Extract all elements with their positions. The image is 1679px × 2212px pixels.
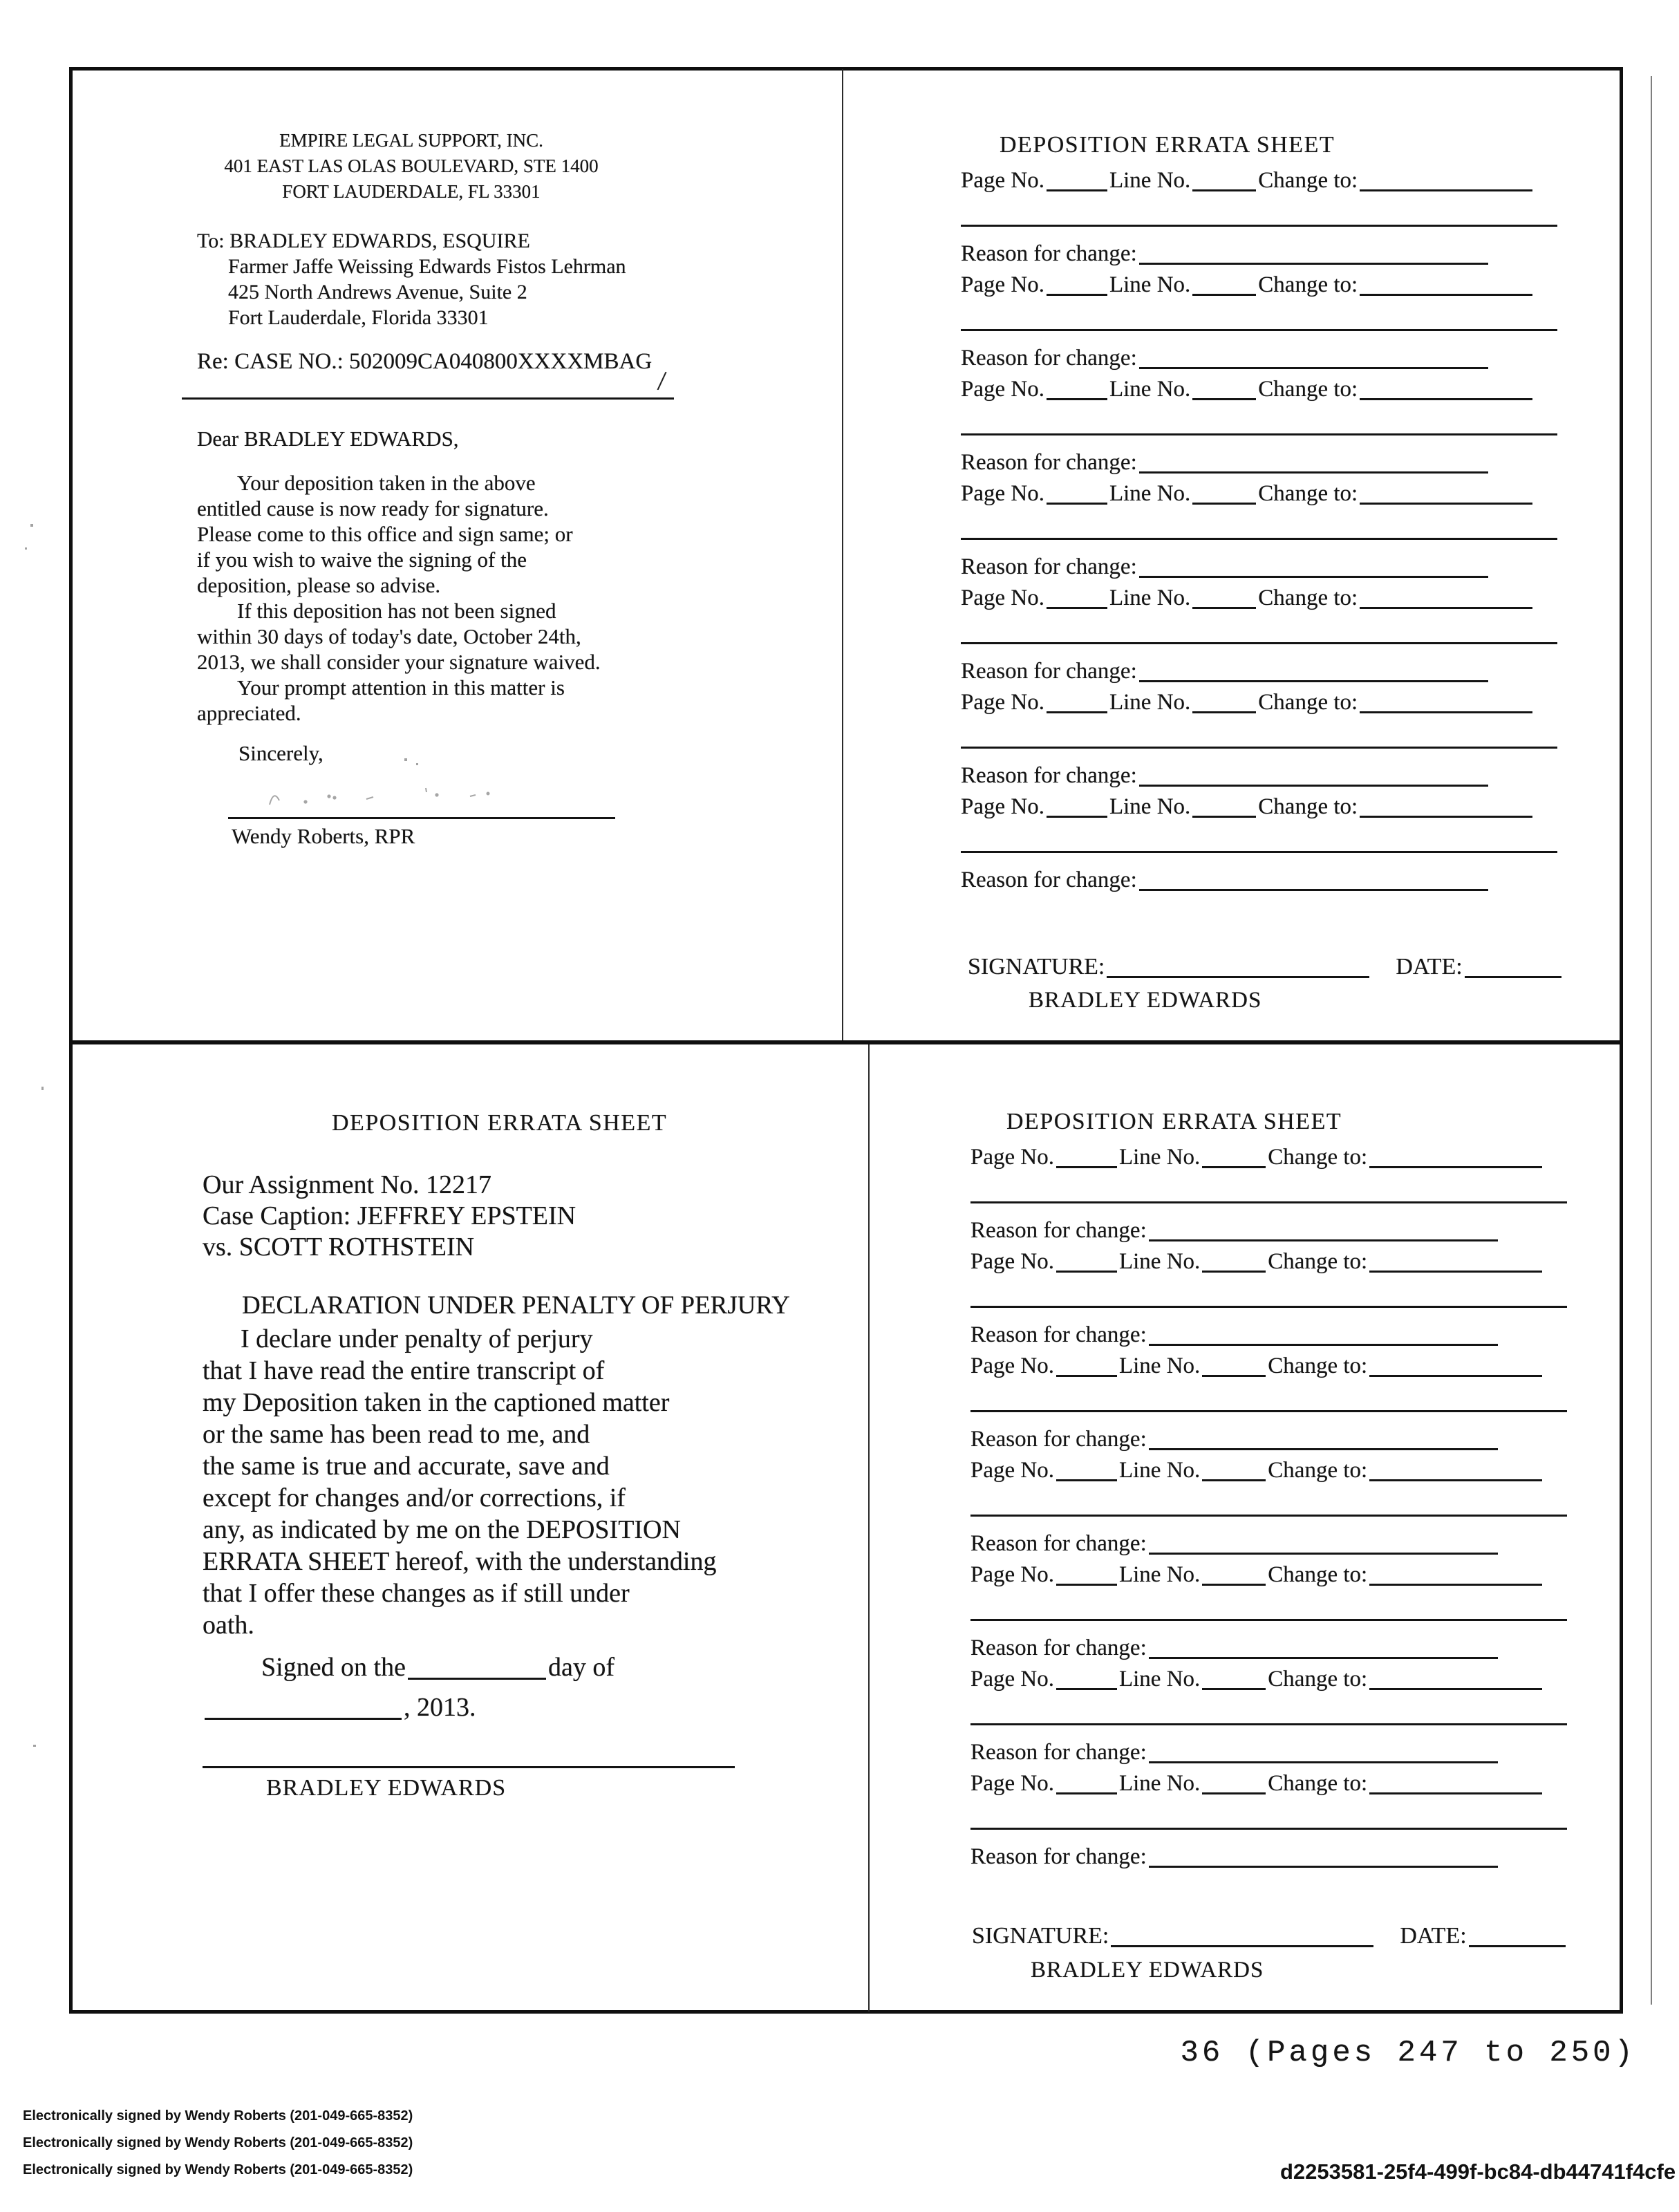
declaration-sheet-title: DEPOSITION ERRATA SHEET xyxy=(332,1110,668,1136)
line-no-blank xyxy=(1202,1669,1266,1690)
reason-label: Reason for change: xyxy=(961,450,1137,475)
page-no-blank xyxy=(1056,1356,1117,1377)
errata-entry xyxy=(961,272,1569,377)
declaration-line: any, as indicated by me on the DEPOSITION xyxy=(203,1515,681,1544)
line-no-blank xyxy=(1192,170,1256,191)
page-line-change-row xyxy=(961,481,1535,507)
reason-label: Reason for change: xyxy=(970,1218,1147,1243)
entry-separator-line xyxy=(961,851,1557,853)
errata-entry xyxy=(970,1353,1579,1458)
date-label: DATE: xyxy=(1400,1923,1467,1949)
line-no-label: Line No. xyxy=(1109,794,1191,819)
reason-blank xyxy=(1139,556,1488,578)
page-no-blank xyxy=(1056,1773,1117,1794)
day-of-label: day of xyxy=(547,1653,615,1682)
declaration-line: ERRATA SHEET hereof, with the understanding xyxy=(203,1547,717,1576)
reason-row xyxy=(961,868,1490,893)
change-to-label: Change to: xyxy=(1258,690,1358,715)
line-no-blank xyxy=(1192,274,1256,296)
line-no-label: Line No. xyxy=(1109,272,1191,297)
line-no-blank xyxy=(1202,1251,1266,1273)
page-line-change-row xyxy=(961,168,1535,194)
signed-on-row xyxy=(203,1652,615,1683)
page-no-blank xyxy=(1056,1669,1117,1690)
line-no-label: Line No. xyxy=(1118,1353,1201,1378)
reason-blank xyxy=(1139,348,1488,369)
change-to-blank xyxy=(1360,379,1532,400)
reason-blank xyxy=(1139,452,1488,474)
reason-label: Reason for change: xyxy=(961,554,1137,579)
esign-line: Electronically signed by Wendy Roberts (201-049-665-8352) xyxy=(23,2162,413,2177)
reason-row xyxy=(961,450,1490,476)
declaration-panel xyxy=(69,1044,868,2014)
company-address-line1: 401 EAST LAS OLAS BOULEVARD, STE 1400 xyxy=(224,156,599,176)
declaration-line: I declare under penalty of perjury xyxy=(241,1324,593,1353)
change-to-label: Change to: xyxy=(1258,168,1358,193)
line-no-label: Line No. xyxy=(1118,1145,1201,1170)
reason-row xyxy=(961,763,1490,789)
signature-line xyxy=(228,817,615,819)
reason-label: Reason for change: xyxy=(970,1322,1147,1347)
page-no-label: Page No. xyxy=(970,1145,1054,1170)
page-no-label: Page No. xyxy=(970,1458,1054,1483)
year-label: , 2013. xyxy=(404,1693,476,1722)
esign-line: Electronically signed by Wendy Roberts (201-049-665-8352) xyxy=(23,2135,413,2150)
page-no-blank xyxy=(1047,274,1107,296)
case-caption-line: Case Caption: JEFFREY EPSTEIN xyxy=(203,1201,576,1230)
scan-speck xyxy=(30,524,33,527)
errata-entry xyxy=(961,168,1569,272)
signature-date-row xyxy=(972,1923,1568,1949)
case-underline xyxy=(182,397,674,400)
reason-blank xyxy=(1149,1638,1498,1659)
change-to-label: Change to: xyxy=(1268,1249,1368,1274)
errata-entry xyxy=(970,1249,1579,1353)
transcript-page-info: 36 (Pages 247 to 250) xyxy=(1180,2036,1636,2070)
to-address-line1: 425 North Andrews Avenue, Suite 2 xyxy=(228,281,527,303)
page-no-label: Page No. xyxy=(970,1562,1054,1587)
scan-speck xyxy=(416,763,418,765)
reason-row xyxy=(961,659,1490,684)
reason-row xyxy=(961,346,1490,371)
entry-separator-line xyxy=(970,1410,1567,1412)
month-blank xyxy=(205,1696,402,1720)
errata-entry xyxy=(970,1145,1579,1249)
line-no-blank xyxy=(1202,1356,1266,1377)
errata-form-bottom xyxy=(868,1044,1623,2014)
day-blank xyxy=(408,1656,546,1680)
reason-blank xyxy=(1149,1846,1498,1868)
line-no-label: Line No. xyxy=(1109,690,1191,715)
declaration-body xyxy=(203,1323,717,1641)
page-no-blank xyxy=(1047,796,1107,818)
reason-blank xyxy=(1149,1429,1498,1450)
reason-row xyxy=(970,1218,1500,1244)
change-to-blank xyxy=(1369,1669,1542,1690)
entry-separator-line xyxy=(961,225,1557,227)
case-info-block xyxy=(203,1170,576,1263)
company-name: EMPIRE LEGAL SUPPORT, INC. xyxy=(279,130,543,151)
errata-entry xyxy=(961,481,1569,585)
change-to-blank xyxy=(1369,1773,1542,1794)
page-line-change-row xyxy=(961,272,1535,298)
letter-body-line: 2013, we shall consider your signature waived. xyxy=(197,650,601,674)
letter-body-line: Your deposition taken in the above xyxy=(237,471,536,495)
closing: Sincerely, xyxy=(238,741,323,765)
page-line-change-row xyxy=(970,1249,1544,1275)
page-no-label: Page No. xyxy=(970,1771,1054,1796)
letter-panel xyxy=(69,67,842,1040)
reason-blank xyxy=(1149,1533,1498,1555)
signatory-name: BRADLEY EDWARDS xyxy=(1029,988,1262,1013)
line-no-label: Line No. xyxy=(1118,1667,1201,1691)
reason-label: Reason for change: xyxy=(961,346,1137,371)
page-no-label: Page No. xyxy=(961,585,1044,610)
line-no-blank xyxy=(1192,379,1256,400)
reason-row xyxy=(970,1844,1500,1870)
esign-line: Electronically signed by Wendy Roberts (201-049-665-8352) xyxy=(23,2108,413,2124)
change-to-blank xyxy=(1360,588,1532,609)
signed-on-label: Signed on the xyxy=(261,1653,406,1682)
line-no-blank xyxy=(1192,796,1256,818)
declaration-line: that I have read the entire transcript of xyxy=(203,1356,605,1385)
signed-month-row xyxy=(203,1692,476,1723)
signatory-name: BRADLEY EDWARDS xyxy=(1031,1958,1264,1983)
change-to-blank xyxy=(1369,1356,1542,1377)
change-to-label: Change to: xyxy=(1268,1667,1368,1691)
change-to-label: Change to: xyxy=(1258,272,1358,297)
reason-blank xyxy=(1149,1324,1498,1346)
change-to-label: Change to: xyxy=(1268,1771,1368,1796)
reason-label: Reason for change: xyxy=(970,1531,1147,1556)
letter-body-line: entitled cause is now ready for signature. xyxy=(197,496,549,521)
letterhead xyxy=(197,128,626,205)
errata-entries xyxy=(961,67,1569,1040)
page-no-blank xyxy=(1047,588,1107,609)
page-line-change-row xyxy=(970,1458,1544,1483)
date-blank xyxy=(1469,1925,1566,1947)
scan-speck xyxy=(404,758,407,761)
letter-body-line: appreciated. xyxy=(197,701,301,725)
line-no-label: Line No. xyxy=(1109,168,1191,193)
reason-blank xyxy=(1139,765,1488,787)
entry-separator-line xyxy=(970,1306,1567,1308)
declaration-heading: DECLARATION UNDER PENALTY OF PERJURY xyxy=(242,1291,790,1320)
signature-blank xyxy=(1111,1925,1373,1947)
change-to-blank xyxy=(1360,692,1532,713)
page-line-change-row xyxy=(970,1353,1544,1379)
change-to-label: Change to: xyxy=(1268,1353,1368,1378)
recipient-block xyxy=(197,228,626,330)
reason-blank xyxy=(1139,661,1488,682)
line-no-blank xyxy=(1192,692,1256,713)
entry-separator-line xyxy=(961,329,1557,331)
page-no-label: Page No. xyxy=(970,1353,1054,1378)
reason-label: Reason for change: xyxy=(970,1844,1147,1869)
line-no-label: Line No. xyxy=(1109,481,1191,506)
document-id: d2253581-25f4-499f-bc84-db44741f4cfe xyxy=(1280,2159,1676,2184)
errata-form-title: DEPOSITION ERRATA SHEET xyxy=(1000,132,1335,158)
declaration-line: my Deposition taken in the captioned matter xyxy=(203,1388,670,1417)
scan-artifact-line xyxy=(1651,76,1652,2005)
errata-entry xyxy=(961,377,1569,481)
declaration-line: except for changes and/or corrections, if xyxy=(203,1483,626,1512)
reason-row xyxy=(961,554,1490,580)
declaration-line: or the same has been read to me, and xyxy=(203,1420,590,1449)
change-to-blank xyxy=(1369,1564,1542,1586)
errata-form-top xyxy=(842,67,1623,1040)
change-to-label: Change to: xyxy=(1268,1458,1368,1483)
errata-entry xyxy=(961,585,1569,690)
page-line-change-row xyxy=(961,377,1535,402)
scan-speck xyxy=(41,1087,44,1090)
to-firm: Farmer Jaffe Weissing Edwards Fistos Lehrman xyxy=(228,255,626,278)
reason-label: Reason for change: xyxy=(970,1740,1147,1765)
letter-body-line: within 30 days of today's date, October 24th, xyxy=(197,624,581,648)
reason-row xyxy=(961,241,1490,267)
line-no-label: Line No. xyxy=(1118,1562,1201,1587)
page-line-change-row xyxy=(970,1145,1544,1170)
change-to-blank xyxy=(1360,170,1532,191)
line-no-blank xyxy=(1192,483,1256,505)
change-to-label: Change to: xyxy=(1258,585,1358,610)
page-no-label: Page No. xyxy=(961,794,1044,819)
change-to-label: Change to: xyxy=(1258,481,1358,506)
letter-body-line: deposition, please so advise. xyxy=(197,573,441,597)
company-address-line2: FORT LAUDERDALE, FL 33301 xyxy=(282,181,541,202)
change-to-blank xyxy=(1360,274,1532,296)
change-to-label: Change to: xyxy=(1268,1145,1368,1170)
change-to-blank xyxy=(1369,1251,1542,1273)
page-no-label: Page No. xyxy=(970,1249,1054,1274)
entry-separator-line xyxy=(970,1201,1567,1203)
page-no-blank xyxy=(1056,1460,1117,1481)
line-no-blank xyxy=(1202,1460,1266,1481)
page-no-label: Page No. xyxy=(961,168,1044,193)
line-no-label: Line No. xyxy=(1109,585,1191,610)
entry-separator-line xyxy=(961,747,1557,749)
signature-label: SIGNATURE: xyxy=(972,1923,1109,1949)
page-no-label: Page No. xyxy=(961,690,1044,715)
declaration-line: the same is true and accurate, save and xyxy=(203,1452,610,1481)
to-line: To: BRADLEY EDWARDS, ESQUIRE xyxy=(197,229,530,252)
line-no-label: Line No. xyxy=(1118,1249,1201,1274)
letter-body-line: if you wish to waive the signing of the xyxy=(197,547,527,572)
reason-label: Reason for change: xyxy=(970,1635,1147,1660)
reason-label: Reason for change: xyxy=(961,763,1137,788)
change-to-label: Change to: xyxy=(1268,1562,1368,1587)
entry-separator-line xyxy=(970,1619,1567,1621)
errata-entry xyxy=(961,794,1569,899)
versus-line: vs. SCOTT ROTHSTEIN xyxy=(203,1232,475,1262)
reason-label: Reason for change: xyxy=(961,659,1137,684)
change-to-blank xyxy=(1369,1147,1542,1168)
entry-separator-line xyxy=(970,1723,1567,1725)
electronic-signature-block xyxy=(23,2103,413,2184)
reason-blank xyxy=(1149,1220,1498,1241)
handwritten-slash: / xyxy=(656,364,668,397)
page-no-blank xyxy=(1056,1251,1117,1273)
page-no-blank xyxy=(1047,692,1107,713)
signer-name: Wendy Roberts, RPR xyxy=(232,824,415,848)
page-line-change-row xyxy=(970,1562,1544,1588)
change-to-label: Change to: xyxy=(1258,794,1358,819)
signature-blank xyxy=(1107,956,1369,978)
change-to-blank xyxy=(1360,796,1532,818)
reason-row xyxy=(970,1322,1500,1348)
page-no-label: Page No. xyxy=(970,1667,1054,1691)
re-case-line: Re: CASE NO.: 502009CA040800XXXXMBAG xyxy=(197,349,653,374)
letter-body-line: Your prompt attention in this matter is xyxy=(237,675,565,700)
salutation: Dear BRADLEY EDWARDS, xyxy=(197,427,459,451)
page-line-change-row xyxy=(961,585,1535,611)
line-no-label: Line No. xyxy=(1118,1771,1201,1796)
entry-separator-line xyxy=(970,1828,1567,1830)
letter-body xyxy=(197,470,601,726)
scan-speck xyxy=(25,547,27,550)
declaration-line: oath. xyxy=(203,1611,254,1640)
reason-row xyxy=(970,1427,1500,1452)
page-no-label: Page No. xyxy=(961,272,1044,297)
change-to-label: Change to: xyxy=(1258,377,1358,402)
errata-entry xyxy=(970,1562,1579,1667)
line-no-blank xyxy=(1202,1773,1266,1794)
reason-blank xyxy=(1139,243,1488,265)
page-line-change-row xyxy=(961,690,1535,715)
line-no-label: Line No. xyxy=(1118,1458,1201,1483)
page-no-blank xyxy=(1056,1564,1117,1586)
change-to-blank xyxy=(1360,483,1532,505)
signatory-name: BRADLEY EDWARDS xyxy=(266,1775,507,1801)
errata-entry xyxy=(961,690,1569,794)
assignment-number-line: Our Assignment No. 12217 xyxy=(203,1170,491,1199)
date-blank xyxy=(1465,956,1561,978)
signature-date-row xyxy=(968,954,1564,980)
page-no-label: Page No. xyxy=(961,481,1044,506)
reason-row xyxy=(970,1635,1500,1661)
page-no-blank xyxy=(1047,483,1107,505)
page-line-change-row xyxy=(970,1771,1544,1797)
line-no-blank xyxy=(1202,1147,1266,1168)
line-no-label: Line No. xyxy=(1109,377,1191,402)
page-no-label: Page No. xyxy=(961,377,1044,402)
entry-separator-line xyxy=(961,538,1557,540)
line-no-blank xyxy=(1202,1564,1266,1586)
entry-separator-line xyxy=(970,1515,1567,1517)
change-to-blank xyxy=(1369,1460,1542,1481)
line-no-blank xyxy=(1192,588,1256,609)
page-line-change-row xyxy=(961,794,1535,820)
scan-speck xyxy=(33,1745,36,1747)
reason-blank xyxy=(1149,1742,1498,1763)
letter-body-line: If this deposition has not been signed xyxy=(237,599,556,623)
to-address-line2: Fort Lauderdale, Florida 33301 xyxy=(228,306,489,329)
errata-entry xyxy=(970,1667,1579,1771)
letter-body-line: Please come to this office and sign same; or xyxy=(197,522,573,546)
reason-blank xyxy=(1139,870,1488,891)
signature-label: SIGNATURE: xyxy=(968,954,1105,980)
signature-scribble xyxy=(263,776,553,817)
entry-separator-line xyxy=(961,433,1557,435)
reason-label: Reason for change: xyxy=(961,241,1137,266)
page-no-blank xyxy=(1056,1147,1117,1168)
declaration-line: that I offer these changes as if still under xyxy=(203,1579,630,1608)
reason-row xyxy=(970,1740,1500,1765)
errata-form-title: DEPOSITION ERRATA SHEET xyxy=(1006,1109,1342,1134)
date-label: DATE: xyxy=(1396,954,1463,980)
reason-label: Reason for change: xyxy=(970,1427,1147,1452)
reason-row xyxy=(970,1531,1500,1557)
page-no-blank xyxy=(1047,379,1107,400)
page-no-blank xyxy=(1047,170,1107,191)
page-line-change-row xyxy=(970,1667,1544,1692)
errata-entries xyxy=(970,1044,1579,2014)
errata-entry xyxy=(970,1458,1579,1562)
signature-line xyxy=(203,1766,735,1768)
errata-entry xyxy=(970,1771,1579,1875)
entry-separator-line xyxy=(961,642,1557,644)
reason-label: Reason for change: xyxy=(961,868,1137,892)
